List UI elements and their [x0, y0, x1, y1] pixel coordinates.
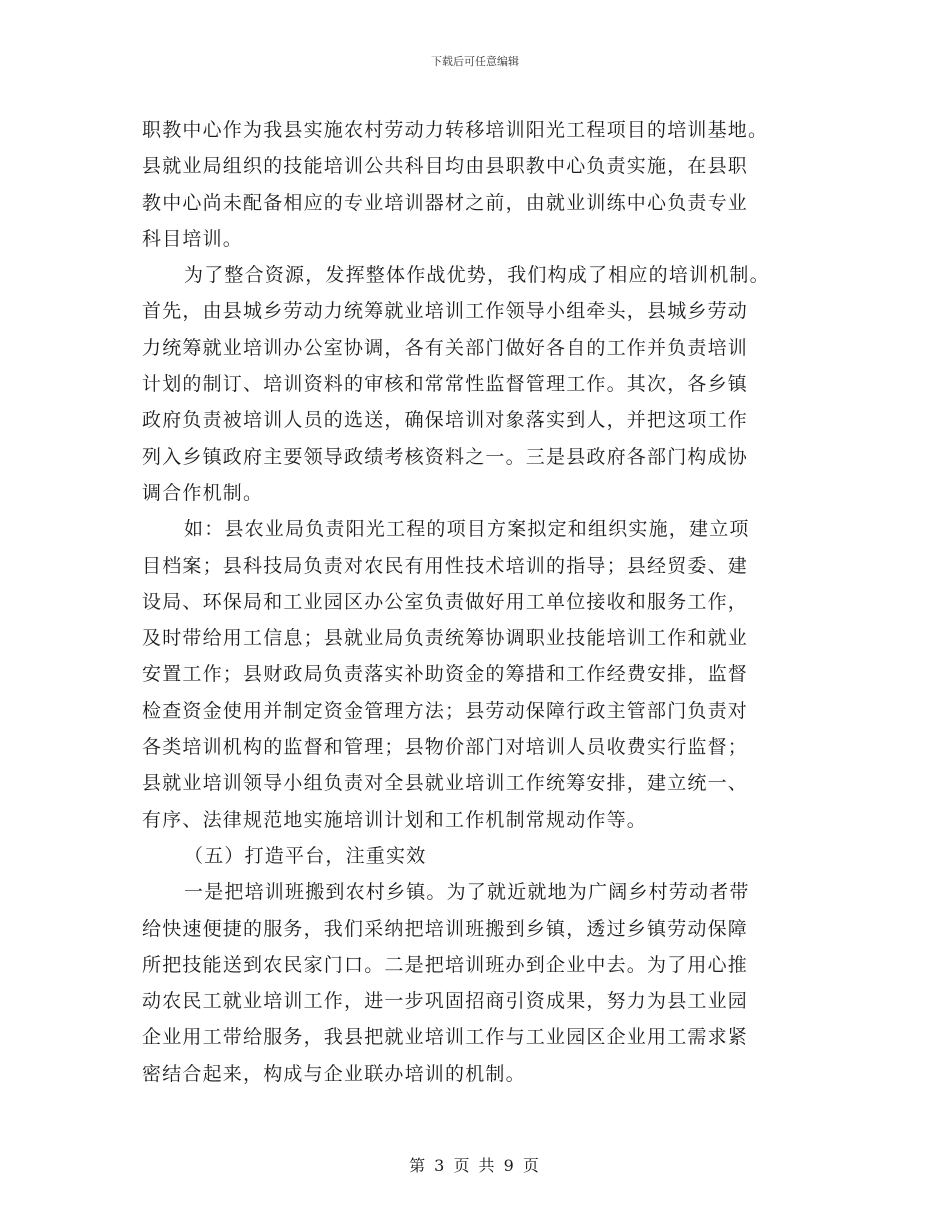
text-line: 首先，由县城乡劳动力统筹就业培训工作领导小组牵头，县城乡劳动	[142, 300, 749, 323]
text-line: 各类培训机构的监督和管理；县物价部门对培训人员收费实行监督；	[142, 736, 749, 759]
text-line: 如：县农业局负责阳光工程的项目方案拟定和组织实施，建立项	[184, 518, 750, 541]
text-line: 县就业培训领导小组负责对全县就业培训工作统筹安排，建立统一、	[142, 772, 749, 795]
text-line: （五）打造平台，注重实效	[184, 844, 427, 867]
page-footer: 第 3 页 共 9 页	[409, 1156, 541, 1175]
text-line: 计划的制订、培训资料的审核和常常性监督管理工作。其次，各乡镇	[142, 373, 749, 396]
text-line: 设局、环保局和工业园区办公室负责做好用工单位接收和服务工作，	[142, 590, 749, 613]
text-line: 县就业局组织的技能培训公共科目均由县职教中心负责实施，在县职	[142, 155, 749, 178]
text-line: 密结合起来，构成与企业联办培训的机制。	[142, 1062, 526, 1085]
text-line: 职教中心作为我县实施农村劳动力转移培训阳光工程项目的培训基地。	[142, 119, 769, 141]
text-line: 调合作机制。	[142, 481, 264, 504]
text-line: 检查资金使用并制定资金管理方法；县劳动保障行政主管部门负责对	[142, 699, 749, 722]
page-header: 下载后可任意编辑	[431, 55, 519, 68]
text-line: 给快速便捷的服务，我们采纳把培训班搬到乡镇，透过乡镇劳动保障	[142, 917, 749, 940]
text-line: 力统筹就业培训办公室协调，各有关部门做好各自的工作并负责培训	[142, 336, 749, 359]
text-line: 科目培训。	[142, 227, 244, 250]
text-line: 企业用工带给服务，我县把就业培训工作与工业园区企业用工需求紧	[142, 1026, 749, 1049]
text-line: 目档案；县科技局负责对农民有用性技术培训的指导；县经贸委、建	[142, 554, 749, 577]
text-line: 一是把培训班搬到农村乡镇。为了就近就地为广阔乡村劳动者带	[184, 881, 750, 904]
text-line: 所把技能送到农民家门口。二是把培训班办到企业中去。为了用心推	[142, 953, 749, 976]
text-line: 为了整合资源，发挥整体作战优势，我们构成了相应的培训机制。	[184, 264, 770, 287]
text-line: 安置工作；县财政局负责落实补助资金的筹措和工作经费安排，监督	[142, 663, 749, 686]
document-body	[142, 112, 832, 1092]
text-line: 政府负责被培训人员的选送，确保培训对象落实到人，并把这项工作	[142, 409, 749, 432]
text-line: 教中心尚未配备相应的专业培训器材之前，由就业训练中心负责专业	[142, 191, 749, 214]
text-line: 及时带给用工信息；县就业局负责统筹协调职业技能培训工作和就业	[142, 627, 749, 650]
text-line: 列入乡镇政府主要领导政绩考核资料之一。三是县政府各部门构成协	[142, 445, 749, 468]
text-line: 动农民工就业培训工作，进一步巩固招商引资成果，努力为县工业园	[142, 990, 749, 1013]
text-line: 有序、法律规范地实施培训计划和工作机制常规动作等。	[142, 808, 648, 831]
